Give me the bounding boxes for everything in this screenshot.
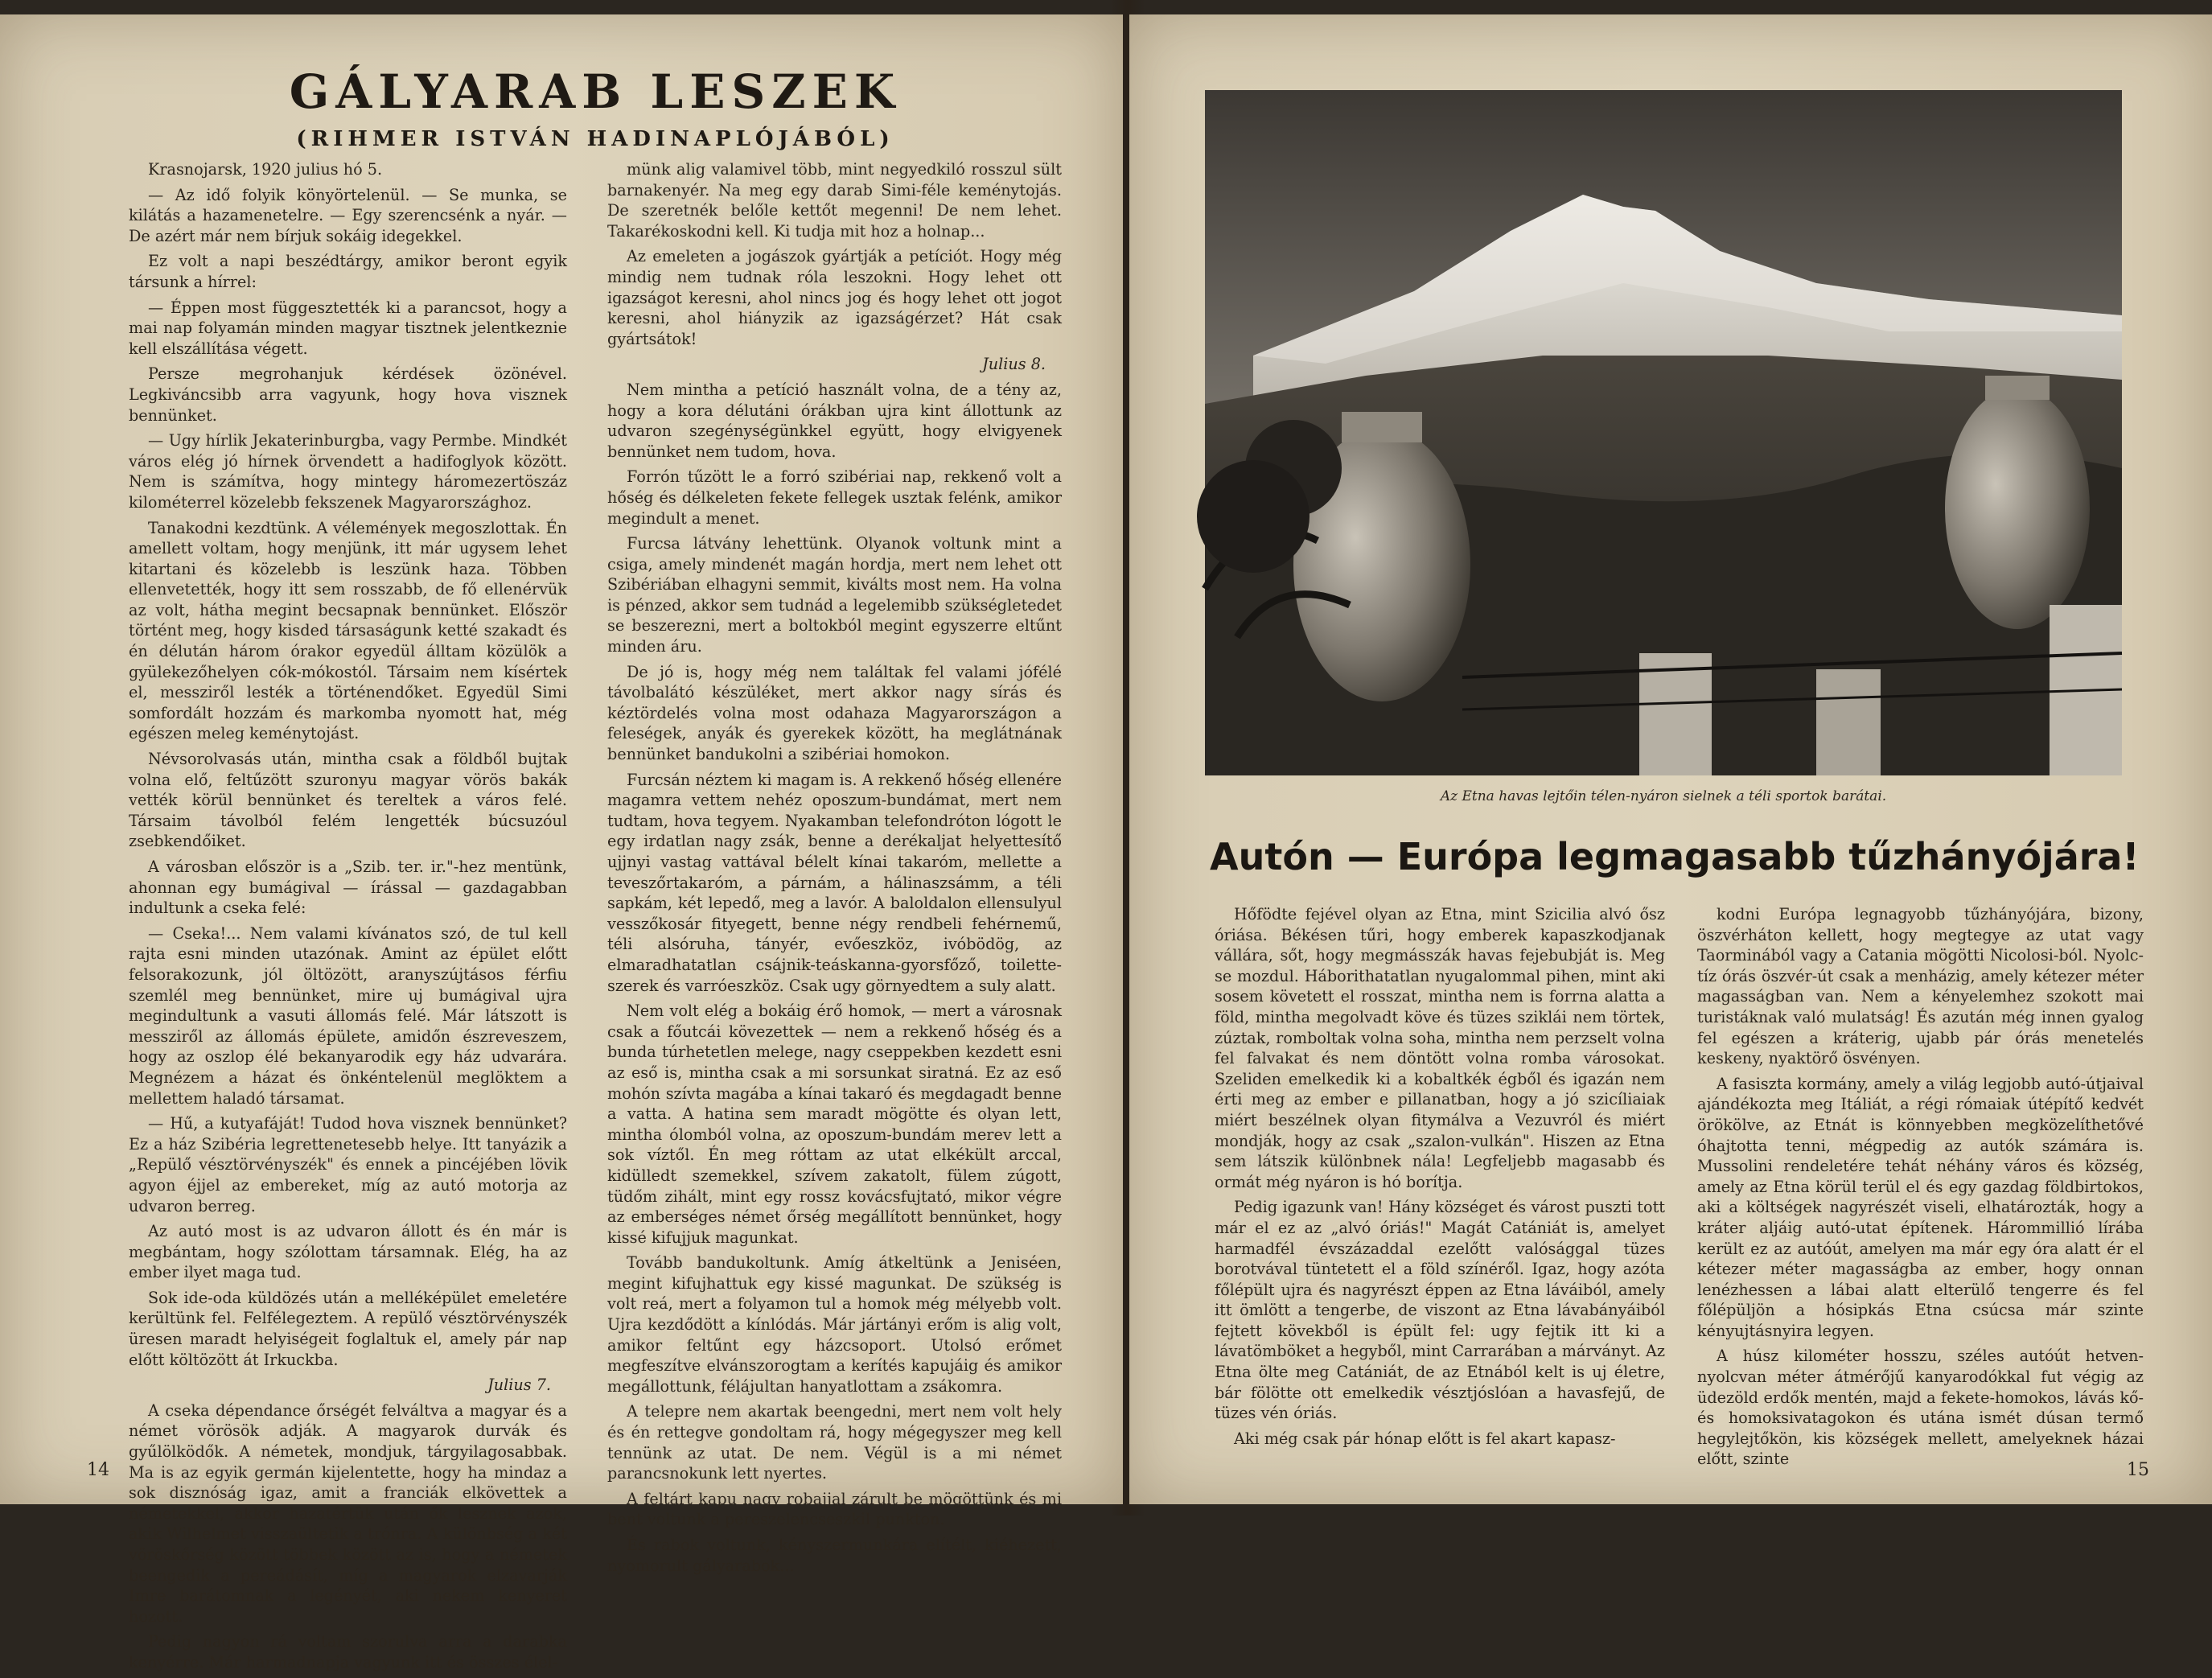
dateline: Krasnojarsk, 1920 julius hó 5. [148,160,383,179]
article-subtitle: (RIHMER ISTVÁN HADINAPLÓJÁBÓL) [296,127,894,151]
paragraph: Névsorolvasás után, mintha csak a földből bujtak volna elő, feltűzött szuronyu magyar vörös bakák vették körül bennünket és tereltek a város felé. Társaim távolból felém lengették búcsuzóul zsebkendőiket. [129,750,567,851]
paragraph: Persze megrohanjuk kérdések özönével. Legkiváncsibb arra vagyunk, hogy hova visznek bennünket. [129,364,567,425]
paragraph: Aki még csak pár hónap előtt is fel akart kapasz- [1234,1429,1616,1448]
paragraph: Forrón tűzött le a forró szibériai nap, rekkenő volt a hőség és délkeleten fekete fellegek usztak felénk, amikor megindult a menet. [607,467,1062,528]
paragraph: Pedig nagyon rá voltam szorulva arra a darabka kenyérre. Már harmadnapja vagyunk itt és összes élel- [129,1632,567,1672]
paragraph: — Cseka!... Nem valami kívánatos szó, de tul kell rajta esni minden utazónak. Amint az épület előtt felsorakozunk, jól öltözött, aranyszújtásos férfiu szemlél meg bennünket, mire uj bumágival ujra megindultunk a vasuti állomás felé. Már látszott is messziről az állomás épülete, amidőn észreveszem, hogy az oszlop élé bekanyarodik egy ház udvarára. Megnézem a házat és önkéntelenül meglöktem a mellettem haladó társamat. [129,923,567,1108]
left-page [0,14,1123,1672]
etna-photo [1205,90,2122,775]
paragraph: A fasiszta kormány, amely a világ legjobb autó-útjaival ajándékozta meg Itáliát, a régi rómaiak útépítő kedvét örökölve, az Etnát is könnyebben megközelíthetővé óhajtotta tenni, mégpedig az autók számára is. Mussolini rendeletére tehát néhány város és község, amely az Etna körül terül el és egy gazdag földbirtokos, aki a költségek nagyrészét viseli, elhatározták, hogy a kráter aljáig autó-utat építenek. Hárommillió lírába került ez az autóút, amelyen ma már egy óra alatt ér el kétezer méter magasságba az ember, hogy onnan lenézhessen a lábai alatt elterülő tengerre és fel főlépüljön a hósipkás Etna csúcsa már szinte kényujtásnyira legyen. [1697,1074,2144,1340]
paragraph: kodni Európa legnagyobb tűzhányójára, bizony, öszvérháton kellett, hogy megtegye az utat vagy Taorminából vagy a Catania mögötti Nicolosi-ból. Nyolc-tíz órás öszvér-út csak a menházig, amely kétezer méter magasságban van. Nem a kényelemhez szokott mai turistáknak való mulatság! És azután még innen gyalog fel egészen a kráterig, ujabb pár órás menetelés keskeny, nyaktörő ösvényen. [1697,905,2144,1068]
right-column-1 [1215,904,1665,1454]
paragraph: Nem mintha a petíció használt volna, de a tény az, hogy a kora délutáni órákban ujra kint állottunk az udvaron szegénységünkkel együtt, hogy elvigyenek bennünket nem tudom, hova. [607,380,1062,461]
paragraph: Az emeleten a jogászok gyártják a petíciót. Hogy még mindig nem tudnak róla leszokni. Hogy lehet ott igazságot keresni, ahol nincs jog és hogy lehet ott jogot keresni, ahol hiányzik az igazságérzet? Hát csak gyártsátok! [607,247,1062,348]
right-page [1129,14,2212,1504]
paragraph: Nem volt elég a bokáig érő homok, — mert a városnak csak a főutcái kövezettek — nem a rekkenő hőség és a bunda túrhetetlen melege, nagy cseppekben kezdett esni az eső is, mintha csak a mi sorsunkat siratná. Ez az eső mohón szívta magába a kínai takaró és megdagadt benne a vatta. A hatina sem maradt mögötte és olyan lett, mintha ólomból volna, az oposzum-bundám merev lett a sok víztől. Én meg róttam az utat elkékült arccal, kidülledt szemekkel, szívem zakatolt, fülem zúgott, tüdőm zihált, mint egy rossz kovácsfujtató, mikor végre az emberséges német őrség megállított bennünket, hogy kissé kifujjuk magunkat. [607,1001,1062,1247]
paragraph: — Ugy hírlik Jekaterinburgba, vagy Permbe. Mindkét város elég jó hírnek örvendett a hadifoglyok között. Nem is számítva, hogy mintegy háromezertöszáz kilométerrel közelebb fekszenek Magyarországhoz. [129,431,567,512]
paragraph: — Az idő folyik könyörtelenül. — Se munka, se kilátás a hazamenetelre. — Egy szerencsénk a nyár. — De azért már nem bírjuk sokáig idegekkel. [129,185,567,245]
paragraph: A telepre nem akartak beengedni, mert nem volt hely és én rettegve gondoltam rá, hogy mégegyszer meg kell tennünk az utat. De nem. Végül is a mi német parancsnokunk lett nyertes. [607,1402,1062,1483]
paragraph: Tanakodni kezdtünk. A vélemények megoszlottak. Én amellett voltam, hogy menjünk, itt már ugysem lehet kitartani és közelebb is leszünk haza. Többen ellenvetették, hogy itt sem rosszabb, de fő ellenérvük az volt, hátha megint becsapnak bennünket. Először történt meg, hogy kisded társaságunk ketté szakadt és én délután három órakor egyedül álltam közülök a gyülekezőhelyen cók-mókostól. Társaim nem kísértek el, messziről lesték a történendőket. Egyedül Simi somfordált hozzám és markomba nyomott hat, még egészen meleg keménytojást. [129,518,567,743]
right-column-2 [1697,904,2144,1474]
article-title: GÁLYARAB LESZEK [289,64,902,119]
paragraph: Furcsa látvány lehettünk. Olyanok voltunk mint a csiga, amely mindenét magán hordja, mert nem lehet ott Szibériában elhagyni semmit, kiválts most nem. Ha volna is pénzed, akkor sem tudnád a legelemibb szükségletedet se beszerezni, mert a boltokból megint egyszerre eltűnt minden áru. [607,534,1062,656]
paragraph: Pedig igazunk van! Hány községet és várost puszti tott már el ez az „alvó óriás!" Magát Catániát is, amelyet harmadfél évszázaddal ezelőtt valósággal tüzes borotvával tüntetett el a föld színéről. Igaz, hogy azóta főlépült ujra és nagyrészt éppen az Etna láváiból, amely itt ömlött a tengerbe, de viszont az Etna lávabányáiból fejtett kövekből is épült fel: ugy fejtik itt ki a lávatömböket a hegyből, mint Carrarában a márványt. Az Etna ölte meg Catániát, de az Etnából kelt is uj életre, bár fölötte ott emelkedik vésztjóslóan a havasfejű, de tüzes vén óriás. [1215,1198,1665,1423]
paragraph: A cseka dépendance őrségét felváltva a magyar és a német vörösök adják. A magyarok durvák és gyűlölködők. A németek, mondjuk, tárgyilagosabbak. Ma is az egyik germán kijelentette, hogy ha mindaz a sok disznóság igaz, amit a franciák elkövettek a németekkel, akkor hazatértük után ők lesznek azok, akik Wilhelmet visszaültetik a trónra. A különbség a két vöröskőrség között többek között az is, hogy a németek beengedik a pereádásít, míg a magyarok elzavarják Imre barátomnak a legényét, aki nekem kenyeret hozott. [129,1400,567,1626]
paragraph: Sok ide-oda küldözés után a melléképület emeletére kerültünk fel. Felfélegeztem. A repülő vésztörvényszék üresen maradt helyiségeit foglaltuk el, amely pár nap előtt költözött át Irkuckba. [129,1288,567,1369]
dateline: Julius 8. [982,355,1046,374]
photo-caption: Az Etna havas lejtőin télen-nyáron sielnek a téli sportok barátai. [1440,788,1887,804]
paragraph: A feltárt kapu nagy robajjal zárult be mögöttünk és mi bent voltunk a pereszelencseszkil punkton. [607,1489,1062,1529]
paragraph: De jó is, hogy még nem találtak fel valami jófélé távolbalátó készüléket, mert akkor nagy sírás és kéztördelés volna most odahaza Magyarországon a feleségek, anyák és gyerekek között, ha meglátnának bennünket bandukolni a szibériai homokon. [607,662,1062,764]
paragraph: Az autó most is az udvaron állott és én már is megbántam, hogy szólottam társamnak. Elég, ha az ember ilyet maga tud. [129,1222,567,1282]
dateline: Julius 7. [487,1376,551,1395]
page-number-left: 14 [87,1460,109,1480]
paragraph: A húsz kilométer hosszu, széles autóút hetven-nyolcvan méter átmérőjű kanyarodókkal fut végig az üdezöld erdők mentén, majd a fekete-homokos, lávás kő- és homoksivatagokon és utána ismét dúsan termő hegylejtőkön, kis községek mellett, amelyeknek házai előtt, szinte [1697,1347,2144,1469]
left-column-2 [607,159,1062,1581]
paragraph: Furcsán néztem ki magam is. A rekkenő hőség ellenére magamra vettem nehéz oposzum-bundámat, mert nem tudtam, hova tegyem. Nyakamban telefondróton lógott le egy irdatlan nagy zsák, benne a derékaljat helyettesítő ujjnyi vastag vattával bélelt kínai takaróm, mellette a teveszőrtakaróm, a párnám, a hálinaszsámm, a téli sapkám, két lepedő, meg a lavór. A baloldalon ellensulyul vesszőkosár fityegett, benne négy rendbeli fehérnemű, téli alsóruha, tányér, evőeszköz, ivóbödög, az elmaradhatatlan csájnik-teáskanna-gyorsfőző, toilette-szerek és varróeszköz. Csak ugy görnyedtem a suly alatt. [607,770,1062,995]
article-headline: Autón — Európa legmagasabb tűzhányójára! [1210,835,2140,878]
left-column-1 [129,159,567,1678]
etna-landscape-image [1205,90,2122,775]
paragraph: Tovább bandukoltunk. Amíg átkeltünk a Jeniséen, megint kifujhattuk egy kissé magunkat. De szükség is volt reá, mert a folyamon tul a homok még mélyebb volt. Ujra kezdődött a kínlódás. Már jártányi erőm is alig volt, amikor feltűnt egy házcsoport. Utolsó erőmet megfeszítve elvánszorogtam a kerítés kapujáig és amikor megállottunk, félájultan hanyatlottam a zsákomra. [607,1253,1062,1396]
paragraph: — Éppen most függesztették ki a parancsot, hogy a mai nap folyamán minden magyar tisztnek jelentkeznie kell elszállítása végett. [129,298,567,358]
paragraph: — Hű, a kutyafáját! Tudod hova visznek bennünket? Ez a ház Szibéria legrettenetesebb helye. Itt tanyázik a „Repülő vésztörvényszék" és ennek a pincéjében lövik agyon éjjel az embereket, míg az autó motorja az udvaron berreg. [129,1114,567,1215]
page-number-right: 15 [2127,1460,2149,1480]
paragraph: Hőfödte fejével olyan az Etna, mint Szicilia alvó ősz óriása. Békésen tűri, hogy emberek kapaszkodjanak vállára, sőt, hogy megmásszák havas fejebubját is. Meg se mozdul. Háborithatatlan nyugalommal pihen, mint aki sosem követett el rosszat, mintha nem is forrna alatta a föld, mintha megolvadt köve és tüzes sziklái nem törtek, zúztak, romboltak volna soha, mintha nem perzselt volna fel falvakat és nem döntött volna romba városokat. Szeliden emelkedik ki a kobaltkék égből és igazán nem érti meg az ember e pillanatban, hogy a jó szicíliaiak miért beszélnek olyan fitymálva a Vezuvról és miért mondják, hogy az csak „szalon-vulkán". Hiszen az Etna sem látszik különbnek nála! Legfeljebb magasabb és ormát még nyáron is hó borítja. [1215,905,1665,1191]
paragraph: münk alig valamivel több, mint negyedkiló rosszul sült barnakenyér. Na meg egy darab Simi-féle keménytojás. De szeretnék belőle kettőt megenni! De nem lehet. Takarékoskodni kell. Ki tudja mit hoz a holnap... [607,160,1062,241]
paragraph: Ez volt a napi beszédtárgy, amikor beront egyik társunk a hírrel: [129,252,567,291]
paragraph: A városban először is a „Szib. ter. ir."-hez mentünk, ahonnan egy bumágival — írással — gazdagabban indultunk a cseka felé: [129,858,567,918]
paragraph: És rabok voltunk, kényszermunkára elítélt, kiéhezett, nyomorult gályarabok... [607,1536,1062,1575]
